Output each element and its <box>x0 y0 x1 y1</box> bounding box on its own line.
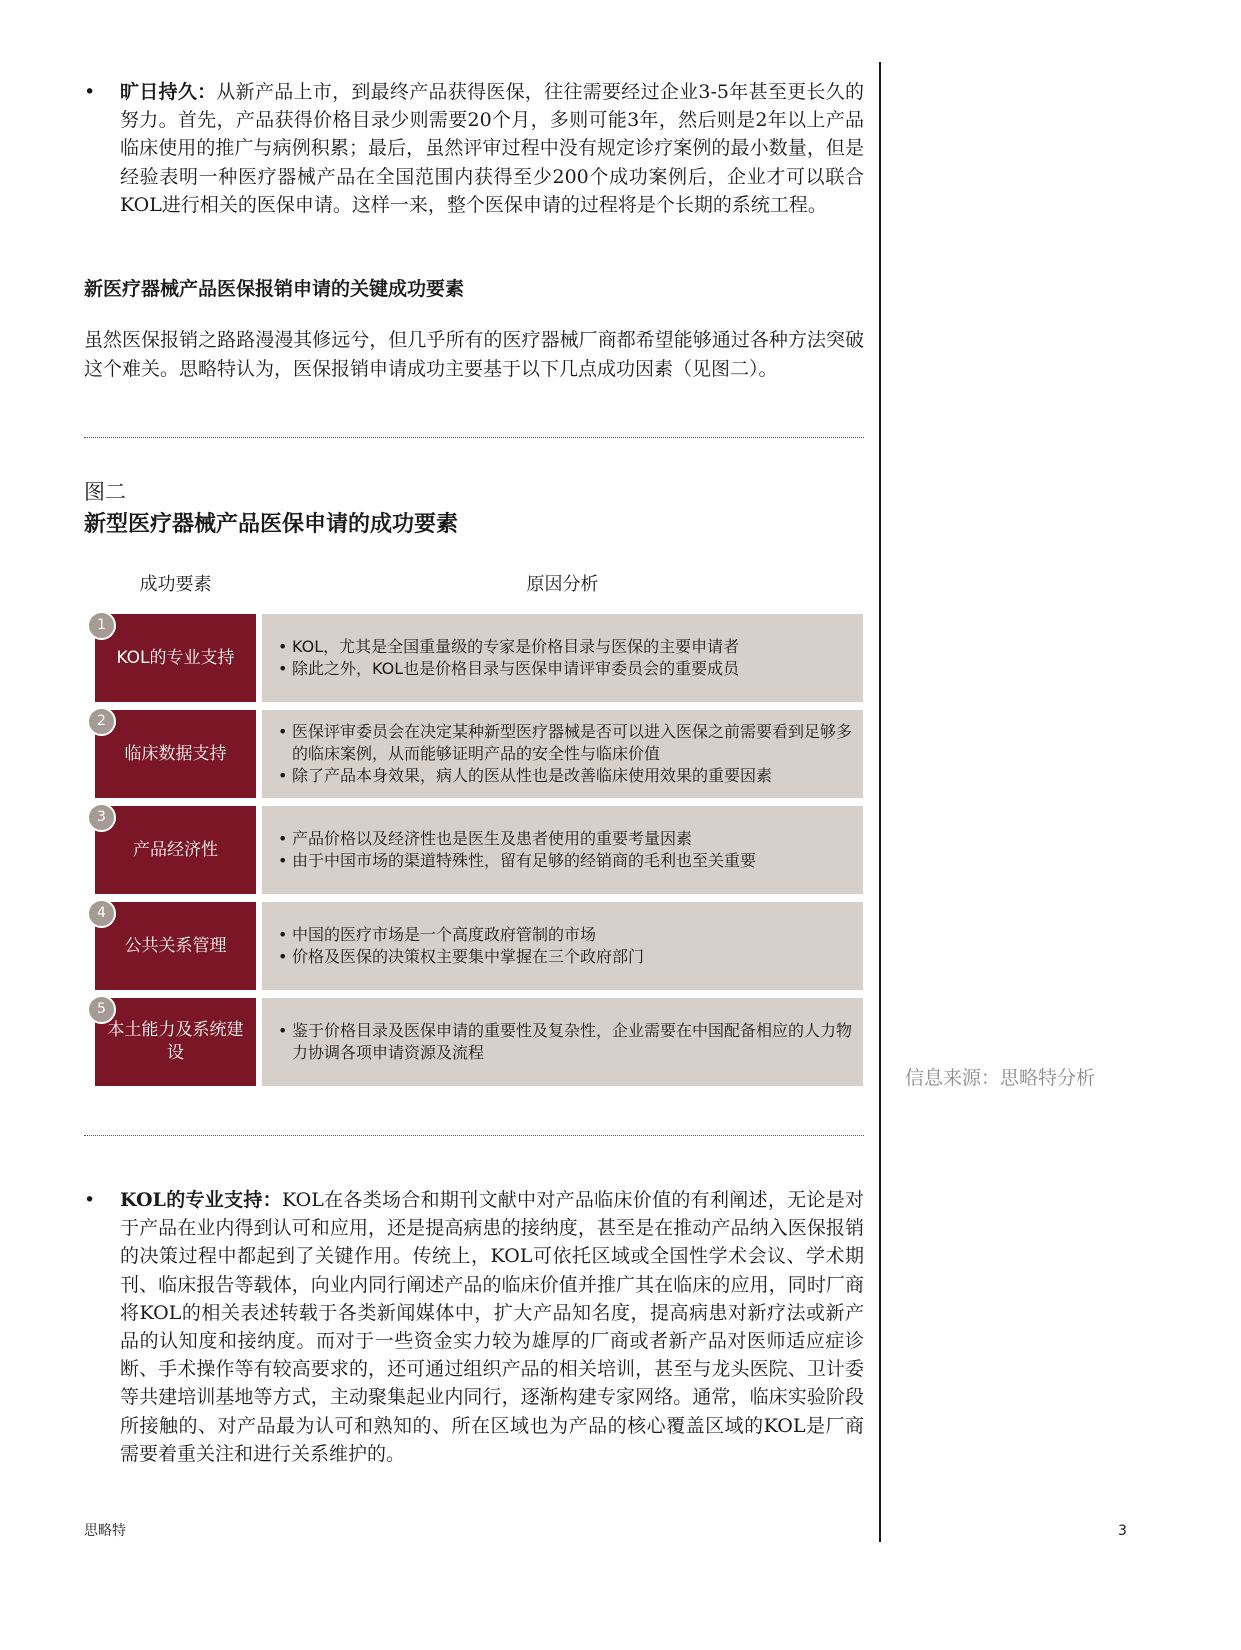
bullet-duration-title: 旷日持久： <box>120 81 217 103</box>
reason-bullet: • <box>278 766 288 785</box>
number-badge-5: 5 <box>87 995 116 1024</box>
bullet-duration <box>84 78 864 219</box>
factor-label: KOL的专业支持 <box>116 647 235 668</box>
footer-brand: 思略特 <box>84 1523 126 1539</box>
reason-text: 除了产品本身效果，病人的医从性也是改善临床使用效果的重要因素 <box>292 766 773 785</box>
reason-item <box>278 636 853 658</box>
reason-cell-3 <box>262 806 863 894</box>
reason-item <box>278 765 853 787</box>
factor-cell-3 <box>95 806 256 894</box>
reason-item <box>278 721 853 765</box>
factor-label: 产品经济性 <box>133 839 218 860</box>
intro-paragraph: 虽然医保报销之路路漫漫其修远兮，但几乎所有的医疗器械厂商都希望能够通过各种方法突破这个难关。思略特认为，医保报销申请成功主要基于以下几点成功因素（见图二）。 <box>84 329 864 380</box>
bullet-kol-support <box>84 1186 864 1468</box>
reason-bullet: • <box>278 829 288 848</box>
vertical-divider <box>879 62 881 1542</box>
reason-text: 除此之外，KOL也是价格目录与医保申请评审委员会的重要成员 <box>292 659 740 678</box>
reason-bullet: • <box>278 851 288 870</box>
reason-bullet: • <box>278 659 288 678</box>
factor-label: 公共关系管理 <box>124 935 227 956</box>
bullet-duration-text <box>120 78 864 219</box>
bullet-marker: • <box>84 1189 96 1211</box>
reason-bullet: • <box>278 947 288 966</box>
reason-text: 产品价格以及经济性也是医生及患者使用的重要考量因素 <box>292 829 693 848</box>
reason-item <box>278 1020 853 1064</box>
reason-text: 价格及医保的决策权主要集中掌握在三个政府部门 <box>292 947 645 966</box>
reason-cell-4 <box>262 902 863 990</box>
reason-bullet: • <box>278 925 288 944</box>
reason-text: 由于中国市场的渠道特殊性，留有足够的经销商的毛利也至关重要 <box>292 851 757 870</box>
dotted-divider-bottom <box>84 1135 864 1136</box>
source-note: 信息来源：思略特分析 <box>905 1067 1096 1089</box>
column-header-factor: 成功要素 <box>139 574 212 595</box>
bullet-marker: • <box>84 81 96 103</box>
reason-cell-2 <box>262 710 863 798</box>
bullet-kol-body: KOL在各类场合和期刊文献中对产品临床价值的有利阐述，无论是对于产品在业内得到认可和应用，还是提高病患的接纳度，甚至是在推动产品纳入医保报销的决策过程中都起到了关键作用。传统上，KOL可依托区域或全国性学术会议、学术期刊、临床报告等载体，向业内同行阐述产品的临床价值并推广其在临床的应用，同时厂商将KOL的相关表述转载于各类新闻媒体中，扩大产品知名度，提高病患对新疗法或新产品的认知度和接纳度。而对于一些资金实力较为雄厚的厂商或者新产品对医师适应症诊断、手术操作等有较高要求的，还可通过组织产品的相关培训，甚至与龙头医院、卫计委等共建培训基地等方式，主动聚集起业内同行，逐渐构建专家网络。通常，临床实验阶段所接触的、对产品最为认可和熟知的、所在区域也为产品的核心覆盖区域的KOL是厂商需要着重关注和进行关系维护的。 <box>120 1189 864 1465</box>
reason-item <box>278 658 853 680</box>
number-badge-1: 1 <box>87 611 116 640</box>
column-header-reason: 原因分析 <box>526 574 599 595</box>
reason-item <box>278 850 853 872</box>
figure-label: 图二 <box>84 480 126 504</box>
reason-item <box>278 828 853 850</box>
reason-text: 中国的医疗市场是一个高度政府管制的市场 <box>292 925 597 944</box>
factor-label: 临床数据支持 <box>124 743 227 764</box>
figure-title: 新型医疗器械产品医保申请的成功要素 <box>84 511 459 537</box>
number-badge-2: 2 <box>87 707 116 736</box>
reason-text: KOL，尤其是全国重量级的专家是价格目录与医保的主要申请者 <box>292 637 740 656</box>
page-number: 3 <box>1118 1523 1127 1539</box>
factor-label: 本土能力及系统建设 <box>107 1020 244 1063</box>
bullet-kol-title: KOL的专业支持： <box>120 1189 282 1211</box>
reason-item <box>278 946 853 968</box>
factor-cell-5 <box>95 998 256 1086</box>
factor-cell-2 <box>95 710 256 798</box>
dotted-divider-top <box>84 437 864 438</box>
reason-cell-1 <box>262 614 863 702</box>
reason-bullet: • <box>278 1021 288 1040</box>
bullet-kol-text <box>120 1186 864 1468</box>
reason-item <box>278 924 853 946</box>
number-badge-4: 4 <box>87 899 116 928</box>
reason-cell-5 <box>262 998 863 1086</box>
bullet-duration-body: 从新产品上市，到最终产品获得医保，往往需要经过企业3-5年甚至更长久的努力。首先，产品获得价格目录少则需要20个月，多则可能3年，然后则是2年以上产品临床使用的推广与病例积累；最后，虽然评审过程中没有规定诊疗案例的最小数量，但是经验表明一种医疗器械产品在全国范围内获得至少200个成功案例后，企业才可以联合KOL进行相关的医保申请。这样一来，整个医保申请的过程将是个长期的系统工程。 <box>120 81 864 216</box>
reason-text: 医保评审委员会在决定某种新型医疗器械是否可以进入医保之前需要看到足够多的临床案例，从而能够证明产品的安全性与临床价值 <box>292 722 853 763</box>
factor-cell-4 <box>95 902 256 990</box>
section-heading: 新医疗器械产品医保报销申请的关键成功要素 <box>84 278 465 300</box>
reason-text: 鉴于价格目录及医保申请的重要性及复杂性，企业需要在中国配备相应的人力物力协调各项申请资源及流程 <box>292 1021 853 1062</box>
factor-cell-1 <box>95 614 256 702</box>
reason-bullet: • <box>278 722 288 741</box>
number-badge-3: 3 <box>87 803 116 832</box>
reason-bullet: • <box>278 637 288 656</box>
